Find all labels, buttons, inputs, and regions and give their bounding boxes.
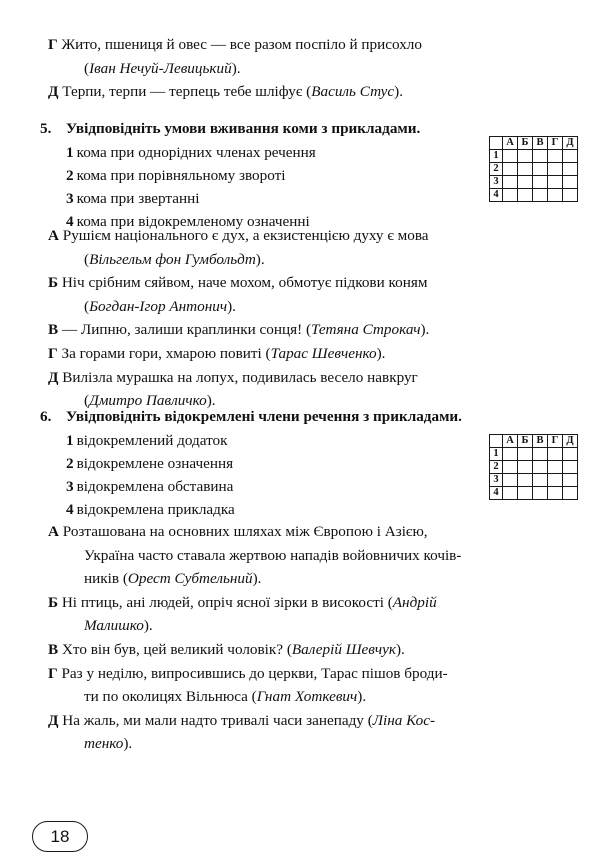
- grid-answer-cell[interactable]: [518, 189, 533, 202]
- option-row: [0, 342, 600, 366]
- grid-header-row: [490, 137, 578, 150]
- paren-open: (: [84, 297, 90, 315]
- option-letter: Г: [48, 36, 58, 53]
- grid-row-header: 4: [490, 487, 503, 500]
- answer-grid-task-5[interactable]: [489, 136, 578, 202]
- grid-answer-cell[interactable]: [548, 448, 563, 461]
- author-name: тенко: [84, 735, 124, 753]
- grid-answer-cell[interactable]: [563, 448, 578, 461]
- grid-answer-cell[interactable]: [548, 189, 563, 202]
- paren-close: ).: [376, 344, 386, 362]
- paren-open: (: [84, 59, 90, 77]
- grid-answer-cell[interactable]: [563, 150, 578, 163]
- option-text: Хто він був, цей великий чоловік? (: [61, 640, 292, 658]
- grid-row: [490, 189, 578, 202]
- option-letter: В: [48, 321, 59, 339]
- stem-number: 1: [66, 143, 74, 161]
- stem-text: кома при звертанні: [76, 190, 200, 208]
- author-name: Андрій: [392, 593, 437, 611]
- task-6-options: [0, 520, 600, 756]
- grid-row-header: 2: [490, 461, 503, 474]
- stem-text: відокремлене означення: [76, 454, 234, 472]
- stem-text: відокремлена прикладка: [76, 501, 235, 519]
- option-text: Вилізла мурашка на лопух, подивилась весело навкруг: [62, 368, 418, 386]
- grid-answer-cell[interactable]: [518, 163, 533, 176]
- grid-answer-cell[interactable]: [533, 189, 548, 202]
- grid-answer-cell[interactable]: [533, 474, 548, 487]
- author-name: Ліна Кос-: [372, 711, 436, 729]
- grid-answer-cell[interactable]: [503, 474, 518, 487]
- grid-answer-cell[interactable]: [563, 487, 578, 500]
- option-letter: Б: [48, 593, 59, 611]
- grid-answer-cell[interactable]: [518, 176, 533, 189]
- task-number: 5.: [40, 120, 52, 137]
- grid-row-header: 2: [490, 163, 503, 176]
- option-row: [0, 33, 600, 57]
- grid-row: [490, 461, 578, 474]
- option-text: Терпи, терпи — терпець тебе шліфує (: [62, 83, 312, 101]
- grid-row-header: 1: [490, 150, 503, 163]
- option-text: — Липню, залиши краплинки сонця! (: [61, 321, 312, 339]
- stem-text: кома при відокремленому означенні: [76, 213, 310, 231]
- task-heading-text: Увідповідніть умови вживання коми з прикладами.: [66, 120, 421, 137]
- paren-open: (: [84, 392, 90, 410]
- grid-answer-cell[interactable]: [503, 461, 518, 474]
- grid-col-header: Б: [518, 435, 533, 448]
- grid-row: [490, 487, 578, 500]
- option-letter: В: [48, 640, 59, 658]
- author-name: Іван Нечуй-Левицький: [89, 59, 232, 77]
- grid-row: [490, 448, 578, 461]
- option-letter: А: [48, 227, 59, 244]
- paren-close: ).: [394, 83, 404, 101]
- task-number: 6.: [40, 408, 52, 425]
- grid-answer-cell[interactable]: [533, 448, 548, 461]
- stem-text: відокремлена обставина: [76, 478, 234, 496]
- option-row: [0, 709, 600, 733]
- author-name: Дмитро Павличко: [89, 392, 207, 410]
- grid-answer-cell[interactable]: [548, 176, 563, 189]
- paren-close: ).: [420, 321, 430, 339]
- grid-answer-cell[interactable]: [518, 474, 533, 487]
- grid-answer-cell[interactable]: [533, 487, 548, 500]
- grid-row: [490, 474, 578, 487]
- grid-answer-cell[interactable]: [533, 461, 548, 474]
- grid-answer-cell[interactable]: [548, 461, 563, 474]
- option-row: [0, 224, 600, 248]
- option-text: Жито, пшениця й овес — все разом поспіло й присохло: [61, 36, 422, 53]
- stem-number: 4: [66, 501, 74, 519]
- grid-col-header: Д: [563, 137, 578, 150]
- paren-close: ).: [143, 617, 153, 635]
- grid-answer-cell[interactable]: [533, 150, 548, 163]
- grid-col-header: Д: [563, 435, 578, 448]
- grid-answer-cell[interactable]: [518, 150, 533, 163]
- grid-answer-cell[interactable]: [563, 461, 578, 474]
- option-row: [0, 591, 600, 615]
- grid-col-header: В: [533, 137, 548, 150]
- grid-answer-cell[interactable]: [563, 163, 578, 176]
- grid-row: [490, 176, 578, 189]
- grid-col-header: А: [503, 137, 518, 150]
- author-name: Богдан-Ігор Антонич: [89, 297, 228, 315]
- grid-answer-cell[interactable]: [548, 487, 563, 500]
- paren-close: ).: [395, 640, 405, 658]
- grid-row-header: 1: [490, 448, 503, 461]
- carryover-options: [0, 33, 600, 104]
- grid-answer-cell[interactable]: [503, 163, 518, 176]
- option-text: Розташована на основних шляхах між Європою і Азією,: [62, 523, 428, 540]
- grid-col-header: Б: [518, 137, 533, 150]
- task-5-options: [0, 224, 600, 413]
- option-text: Ні птиць, ані людей, опріч ясної зірки в високості (: [61, 593, 393, 611]
- grid-col-header: А: [503, 435, 518, 448]
- answer-grid-task-6[interactable]: [489, 434, 578, 500]
- grid-answer-cell[interactable]: [518, 461, 533, 474]
- option-continuation: [0, 567, 600, 591]
- option-continuation: [0, 732, 600, 756]
- author-name: Малишко: [84, 617, 144, 635]
- option-row: [0, 520, 600, 544]
- option-letter: Б: [48, 274, 59, 292]
- grid-answer-cell[interactable]: [563, 176, 578, 189]
- option-text: Україна часто ставала жертвою нападів войовничих кочів-: [84, 546, 462, 564]
- option-row: [0, 271, 600, 295]
- option-continuation: [0, 614, 600, 638]
- grid-col-header: В: [533, 435, 548, 448]
- stem-text: кома при однорідних членах речення: [76, 143, 316, 161]
- option-text: Ніч срібним сяйвом, наче мохом, обмотує підкови коням: [61, 274, 428, 292]
- paren-close: ).: [227, 297, 236, 315]
- option-continuation: [0, 544, 600, 568]
- grid-row-header: 4: [490, 189, 503, 202]
- stem-number: 2: [66, 166, 74, 184]
- option-letter: Д: [48, 368, 59, 386]
- option-text: Рушієм національного є дух, а екзистенцією духу є мова: [62, 227, 429, 244]
- grid-answer-cell[interactable]: [503, 176, 518, 189]
- grid-row-header: 3: [490, 176, 503, 189]
- option-text: На жаль, ми мали надто тривалі часи занепаду (: [62, 711, 373, 729]
- paren-close: ).: [231, 59, 241, 77]
- grid-answer-cell[interactable]: [518, 487, 533, 500]
- stem-number: 1: [66, 431, 74, 449]
- option-letter: Д: [48, 711, 59, 729]
- author-name: Орест Субтельний: [127, 570, 253, 588]
- paren-close: ).: [255, 250, 265, 268]
- author-name: Тетяна Строкач: [311, 321, 421, 339]
- page-number-text: 18: [50, 827, 70, 846]
- grid-row-header: 3: [490, 474, 503, 487]
- stem-number: 2: [66, 454, 74, 472]
- option-row: [0, 80, 600, 104]
- option-row: [0, 662, 600, 686]
- grid-row: [490, 163, 578, 176]
- option-row: [0, 366, 600, 390]
- option-continuation: [0, 57, 600, 81]
- author-name: Гнат Хоткевич: [256, 688, 358, 706]
- option-letter: Г: [48, 344, 58, 362]
- grid-answer-cell[interactable]: [503, 150, 518, 163]
- stem-item: [0, 498, 600, 521]
- author-name: Василь Стус: [311, 83, 395, 101]
- option-letter: Д: [48, 83, 59, 101]
- stem-text: кома при порівняльному звороті: [76, 166, 286, 184]
- option-text: ників (: [84, 570, 128, 588]
- grid-answer-cell[interactable]: [563, 189, 578, 202]
- paren-open: (: [84, 250, 90, 268]
- option-text: За горами гори, хмарою повиті (: [61, 344, 271, 362]
- option-row: [0, 318, 600, 342]
- grid-answer-cell[interactable]: [548, 474, 563, 487]
- author-name: Вільгельм фон Гумбольдт: [89, 250, 256, 268]
- grid-answer-cell[interactable]: [503, 487, 518, 500]
- option-row: [0, 638, 600, 662]
- paren-close: ).: [123, 735, 133, 753]
- stem-number: 4: [66, 213, 74, 231]
- option-continuation: [0, 295, 600, 319]
- option-text: Раз у неділю, випросившись до церкви, Тарас пішов броди-: [61, 664, 448, 682]
- paren-close: ).: [206, 392, 216, 410]
- grid-answer-cell[interactable]: [533, 176, 548, 189]
- stem-number: 3: [66, 190, 74, 208]
- stem-number: 3: [66, 478, 74, 496]
- grid-col-header: Г: [548, 137, 563, 150]
- grid-answer-cell[interactable]: [518, 448, 533, 461]
- grid-answer-cell[interactable]: [548, 163, 563, 176]
- option-continuation: [0, 248, 600, 272]
- grid-row: [490, 150, 578, 163]
- task-heading-text: Увідповідніть відокремлені члени речення з прикладами.: [66, 408, 462, 425]
- task-heading: [0, 405, 600, 429]
- grid-answer-cell[interactable]: [563, 474, 578, 487]
- author-name: Тарас Шевченко: [270, 344, 377, 362]
- grid-answer-cell[interactable]: [503, 448, 518, 461]
- stem-text: відокремлений додаток: [76, 431, 228, 449]
- paren-close: ).: [252, 570, 262, 588]
- grid-answer-cell[interactable]: [533, 163, 548, 176]
- author-name: Валерій Шевчук: [291, 640, 396, 658]
- grid-corner-cell: [490, 435, 503, 448]
- grid-answer-cell[interactable]: [503, 189, 518, 202]
- option-text: ти по околицях Вільнюса (: [84, 688, 257, 706]
- paren-close: ).: [357, 688, 367, 706]
- page-number-badge: [32, 821, 88, 852]
- option-continuation: [0, 685, 600, 709]
- option-letter: А: [48, 523, 59, 540]
- option-letter: Г: [48, 664, 58, 682]
- grid-corner-cell: [490, 137, 503, 150]
- grid-header-row: [490, 435, 578, 448]
- grid-answer-cell[interactable]: [548, 150, 563, 163]
- grid-col-header: Г: [548, 435, 563, 448]
